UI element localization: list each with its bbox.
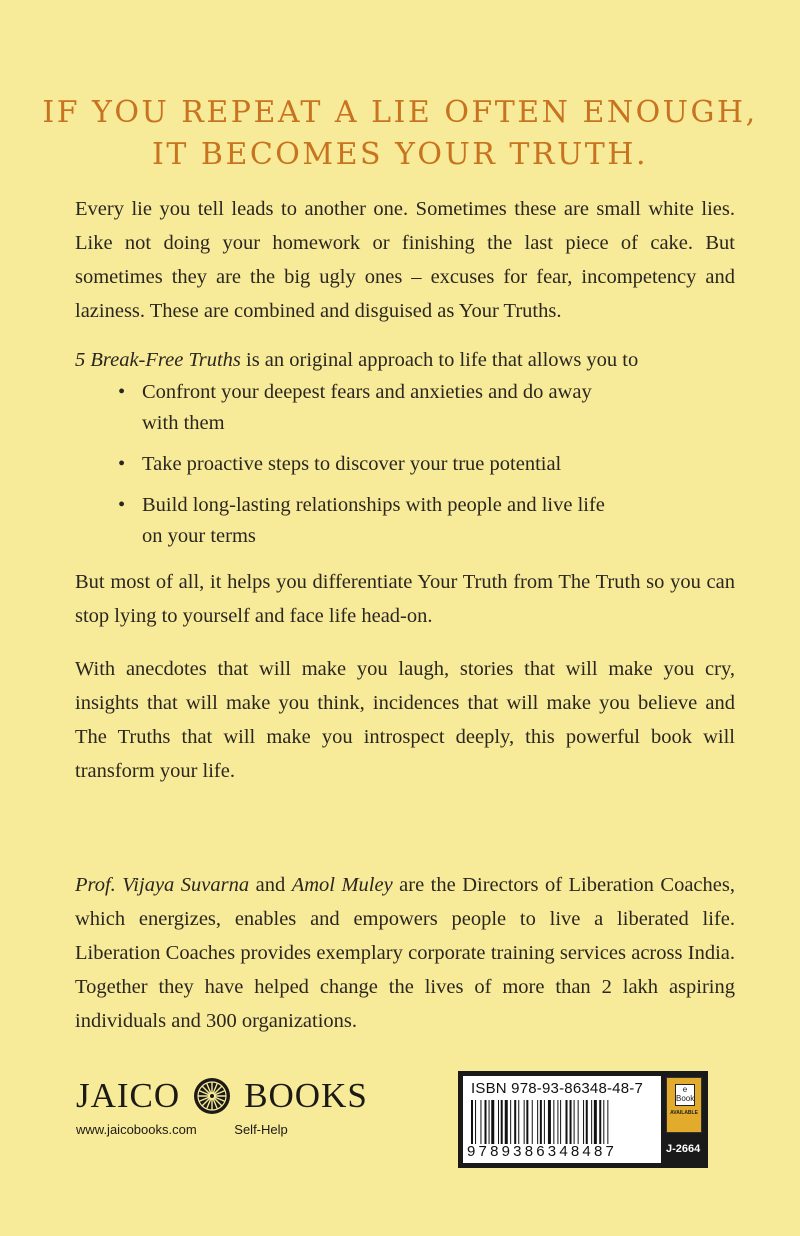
- barcode-panel: [458, 1071, 708, 1168]
- headline-line-1: IF YOU REPEAT A LIE OFTEN ENOUGH,: [42, 95, 758, 130]
- blurb-paragraph-3: With anecdotes that will make you laugh, stories that will make you cry, insights that will make you think, incidences that will make you believe and The Truths that will make you introspect deeply, this powerful book will transform your life.: [75, 658, 735, 782]
- book-title: 5 Break-Free Truths: [75, 349, 241, 371]
- author-bio-text: are the Directors of Liberation Coaches, which energizes, enables and empowers people to live a liberated life. Liberation Coaches provides exemplary corporate training services across India. Together they have helped change the lives of more than 2 lakh aspiring individuals and 300 organizations.: [75, 874, 735, 1032]
- headline-line-2: IT BECOMES YOUR TRUTH.: [152, 137, 648, 172]
- list-item: [118, 449, 608, 480]
- genre-label: Self-Help: [234, 1122, 288, 1137]
- wheel-emblem-icon: [192, 1076, 232, 1116]
- list-item: [118, 490, 608, 552]
- list-item-text: Take proactive steps to discover your true potential: [142, 453, 562, 475]
- barcode-area: [463, 1076, 661, 1163]
- intro-text: is an original approach to life that allows you to: [240, 349, 639, 371]
- publisher-name-left: JAICO: [76, 1076, 181, 1115]
- ebook-available-badge: [666, 1077, 702, 1133]
- isbn-text: ISBN 978-93-86348-48-7: [471, 1080, 644, 1097]
- ebook-available-text: AVAILABLE: [670, 1110, 698, 1116]
- list-item: [118, 377, 608, 439]
- author-bio: [75, 868, 735, 1038]
- list-item-text: Confront your deepest fears and anxieties and do away with them: [142, 381, 592, 434]
- blurb-paragraph-2: But most of all, it helps you differentiate Your Truth from The Truth so you can stop lying to yourself and face life head-on.: [75, 571, 735, 627]
- barcode-digits: 9789386348487: [467, 1143, 618, 1160]
- catalog-code: J-2664: [666, 1143, 701, 1155]
- intro-paragraph: [75, 343, 735, 377]
- list-item-text: Build long-lasting relationships with people and live life on your terms: [142, 494, 605, 547]
- headline: [0, 92, 800, 176]
- publisher-url[interactable]: www.jaicobooks.com: [76, 1122, 197, 1137]
- publisher-logo: [76, 1076, 368, 1116]
- author-and: and: [249, 874, 292, 896]
- publisher-name-right: BOOKS: [244, 1076, 368, 1115]
- blurb-paragraph-1: Every lie you tell leads to another one. Sometimes these are small white lies. Like not doing your homework or finishing the last piece of cake. But sometimes they are the big ugly ones – excuses for fear, incompetency and laziness. These are combined and disguised as Your Truths.: [75, 198, 735, 322]
- bullet-icon: •: [118, 381, 126, 403]
- benefits-list: [118, 377, 608, 562]
- bullet-icon: •: [118, 453, 126, 475]
- bullet-icon: •: [118, 494, 126, 516]
- author-name-2: Amol Muley: [291, 874, 393, 896]
- author-name-1: Prof. Vijaya Suvarna: [75, 874, 250, 896]
- barcode-icon: [471, 1100, 657, 1144]
- publisher-footer: [76, 1122, 288, 1137]
- ebook-icon: e Book: [675, 1084, 695, 1106]
